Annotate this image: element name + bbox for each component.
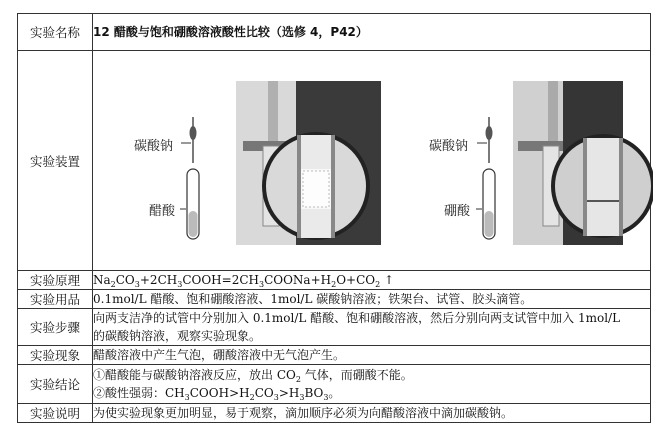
row-steps [18,309,651,346]
conclusion-part: 。 [328,386,341,400]
label-conclusion: 实验结论 [18,365,93,404]
row-phenomenon [18,346,651,365]
eq-sub: 3 [134,280,140,289]
conclusion-part: ①醋酸能与碳酸钠溶液反应，放出 CO [93,368,296,382]
left-reagent-top: 碳酸钠 [134,139,174,154]
experiment-table [17,13,651,423]
conclusion-sub: 2 [295,375,301,384]
conclusion-part: CO [254,386,274,400]
eq-part: CO [115,273,135,287]
apparatus-drawings [93,51,653,270]
conclusion-sub: 2 [249,393,255,402]
apparatus-figure [93,51,650,270]
right-photo [513,81,653,245]
row-note [18,404,651,423]
steps-line-1: 向两支洁净的试管中分别加入 0.1mol/L 醋酸、饱和硼酸溶液，然后分别向两支试管中加入 1mol/L [93,311,621,325]
conclusion-line-1 [93,366,650,384]
right-reagent-bottom: 硼酸 [444,204,471,219]
apparatus-cell [93,51,651,271]
eq-part: +2CH [139,273,178,287]
principle-equation [93,271,651,290]
label-principle: 实验原理 [18,271,93,290]
conclusion-part: 气体，而硼酸不能。 [300,368,413,382]
label-apparatus: 实验装置 [18,51,93,271]
conclusion-text [93,365,651,404]
eq-part: ↑ [380,273,395,287]
eq-sub: 2 [110,280,116,289]
conclusion-part: COOH>H [189,386,250,400]
experiment-title: 12 醋酸与饱和硼酸溶液酸性比较（选修 4，P42） [93,14,651,51]
note-text: 为使实验现象更加明显，易于观察，滴加顺序必须为向醋酸溶液中滴加碳酸钠。 [93,404,651,423]
eq-part: O+CO [336,273,376,287]
label-name: 实验名称 [18,14,93,51]
conclusion-sub: 3 [184,393,190,402]
conclusion-sub: 3 [273,393,279,402]
row-principle [18,271,651,290]
left-reagent-bottom: 醋酸 [149,204,176,219]
row-conclusion [18,365,651,404]
left-photo [236,81,381,245]
label-phenomenon: 实验现象 [18,346,93,365]
conclusion-line-2 [93,384,650,402]
eq-part: COONa+H [264,273,332,287]
conclusion-part: BO [304,386,324,400]
phenomenon-text: 醋酸溶液中产生气泡，硼酸溶液中无气泡产生。 [93,346,651,365]
conclusion-sub: 3 [299,393,305,402]
conclusion-part: >H [278,386,300,400]
eq-sub: 3 [177,280,183,289]
eq-sub: 2 [331,280,337,289]
right-reagent-top: 碳酸钠 [429,139,469,154]
left-test-tube-illustration [180,117,199,239]
eq-sub: 3 [258,280,265,289]
row-name [18,14,651,51]
materials-text: 0.1mol/L 醋酸、饱和硼酸溶液、1mol/L 碳酸钠溶液；铁架台、试管、胶头滴管。 [93,290,651,309]
eq-sub: 2 [375,280,381,289]
steps-text [93,309,651,346]
eq-part: Na [93,273,111,287]
row-materials [18,290,651,309]
eq-part: COOH=2CH [182,273,259,287]
steps-line-2: 的碳酸钠溶液，观察实验现象。 [93,329,262,343]
conclusion-sub: 3 [323,393,329,402]
right-test-tube-illustration [476,117,495,239]
label-materials: 实验用品 [18,290,93,309]
label-note: 实验说明 [18,404,93,423]
conclusion-part: ②酸性强弱：CH [93,386,185,400]
row-apparatus [18,51,651,271]
label-steps: 实验步骤 [18,309,93,346]
